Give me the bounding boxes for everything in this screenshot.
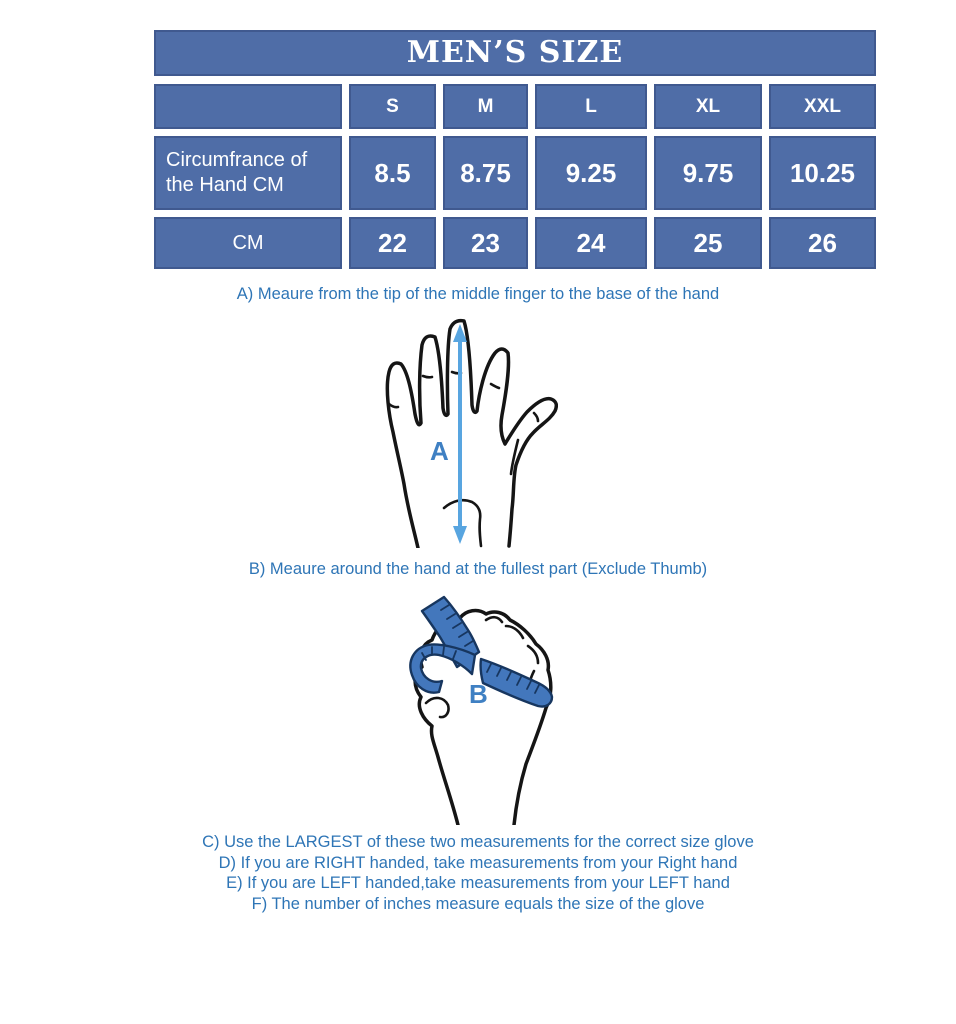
cm-value-m: 23 (443, 217, 528, 269)
circumference-value-xxl: 10.25 (769, 136, 876, 210)
instruction-b: B) Meaure around the hand at the fullest part (Exclude Thumb) (248, 560, 708, 578)
instruction-d: D) If you are RIGHT handed, take measurements from your Right hand (218, 853, 738, 872)
cm-value-s: 22 (349, 217, 436, 269)
col-header-xl: XL (654, 84, 762, 129)
cm-value-l: 24 (535, 217, 647, 269)
fist-outline (415, 611, 551, 825)
instruction-c: C) Use the LARGEST of these two measurements for the correct size glove (202, 833, 754, 851)
col-header-s: S (349, 84, 436, 129)
size-table (154, 30, 876, 269)
hand-outline (387, 321, 556, 548)
instruction-f: F) The number of inches measure equals the size of the glove (251, 894, 705, 913)
fist-tape-circumference-icon (386, 585, 586, 825)
col-header-xxl: XXL (769, 84, 876, 129)
circumference-value-m: 8.75 (443, 136, 528, 210)
instruction-e: E) If you are LEFT handed,take measurements from your LEFT hand (226, 874, 730, 892)
col-header-l: L (535, 84, 647, 129)
cm-value-xl: 25 (654, 217, 762, 269)
notes-block (0, 832, 956, 914)
hand-figure-label: A (430, 436, 449, 466)
cm-value-xxl: 26 (769, 217, 876, 269)
circumference-value-l: 9.25 (535, 136, 647, 210)
instruction-a: A) Meaure from the tip of the middle finger to the base of the hand (236, 285, 720, 303)
row-label-circumference: Circumfrance of the Hand CM (154, 136, 342, 210)
table-title: MEN’S SIZE (154, 30, 876, 76)
corner-cell (154, 84, 342, 129)
circumference-value-s: 8.5 (349, 136, 436, 210)
circumference-value-xl: 9.75 (654, 136, 762, 210)
fist-figure-label: B (469, 679, 488, 709)
row-label-cm: CM (154, 217, 342, 269)
table-grid (154, 84, 876, 269)
col-header-m: M (443, 84, 528, 129)
open-hand-length-measure-icon (368, 312, 558, 548)
